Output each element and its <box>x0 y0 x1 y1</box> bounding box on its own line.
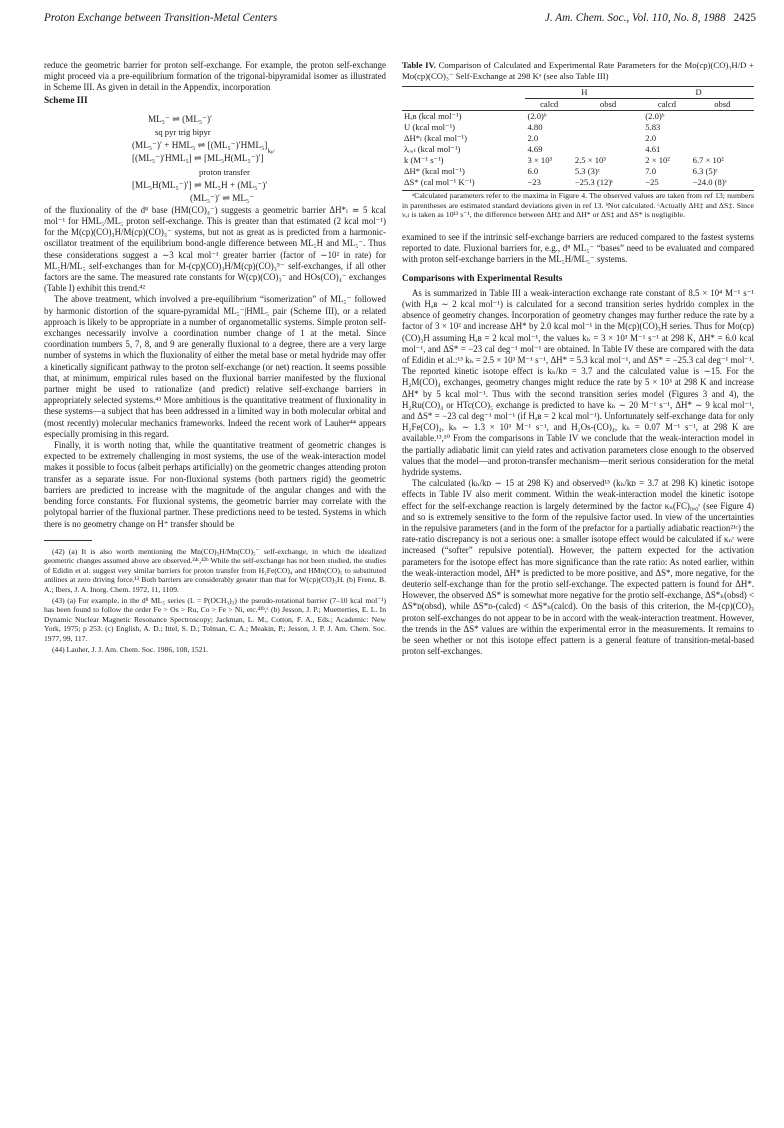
spacer <box>402 220 754 232</box>
table-cell: 2.5 × 10³ <box>574 155 606 166</box>
table-cell: 2.0 <box>527 133 539 144</box>
body-paragraph: Finally, it is worth noting that, while the quantitative treatment of geometric changes is expected to be extremely challenging in most systems, the use of the weak-interaction model makes it possible to focus (albeit perhaps artificially) on the geometric changes attending proton transfer as a separate issue. For non-fluxional systems (both partners rigid) the geometric barriers are predicted to increase with the magnitude of the angular changes and with the bending force constants. For fluxional systems, the geometric barrier may correlate with the polytopal barrier of the fluxional partner. These predictions need to be tested. Systems in which there is no geometry change on H⁺ transfer should be <box>44 440 386 529</box>
page-number: 2425 <box>733 12 756 24</box>
table-label: Table IV. <box>402 60 436 70</box>
table-group-h: H <box>525 87 643 99</box>
table-cell: 6.0 <box>527 166 539 177</box>
table-group-d: D <box>643 87 754 99</box>
table-cell: 5.3 (3)ᶜ <box>574 166 600 177</box>
table-cell: 4.61 <box>645 144 661 155</box>
scheme-equation-1-labels: sq pyr trig bipyr <box>155 126 211 137</box>
footnote-44: (44) Lauher, J. J. Am. Chem. Soc. 1986, 108, 1521. <box>52 644 209 654</box>
table-cell <box>691 133 754 144</box>
body-paragraph: The above treatment, which involved a pre-equilibrium “isomerization” of ML₅⁻ followed by harmonic distortion of the square-pyramidal ML₅⁻|HML₅ pair (Scheme III), or a related approach is likely to be appropriate in a number of organometallic systems. Simple proton self-exchanges necessarily involve a coordination number change of 1 at the metal. Since coordination numbers 5, 7, 8, and 9 are generally fluxional to a degree, there are a very large number of systems in which the fluxionality of either the metal base or metal hydride may offer a kinetically significant pathway to the proton self-exchange (or net) reaction. It seems possible that, at minimum, empirical rules based on the fluxional barrier manifested by the fluxional partner might be used to rationalize (and predict) relative self-exchange barriers in appropriately selected systems.⁴³ More ambitious is the quantitative treatment of fluxionality in these systems—a subject that has been addressed in a limited way in both molecular orbital and (most recently) molecular mechanics frameworks. Indeed the recent work of Lauher⁴⁴ appears especially promising in this regard. <box>44 294 386 439</box>
table-header-blank <box>402 99 525 111</box>
header-journal <box>545 12 756 24</box>
running-header <box>44 12 756 28</box>
footnote-rule <box>44 540 92 541</box>
table-col-header: calcd <box>525 99 572 111</box>
table-footnote: ᵃCalculated parameters refer to the maxima in Figure 4. The observed values are taken from ref 13; numbers in parentheses are estimated standard deviations given in ref 13. ᵇNot calculated. ᶜActually ΔH‡ and ΔS‡. Since νₑₗ is taken as 10¹³ s⁻¹, the difference between ΔH‡ and ΔH* or ΔS‡ and ΔS* is negligible. <box>402 191 754 220</box>
table-cell: 7.0 <box>645 166 657 177</box>
footnote-42: (42) (a) It is also worth mentioning the Mn(CO)₅H/Mn(CO)₅⁻ self-exchange, in which the idealized geometric changes assumed above are observed.²⁴ᶜ,⁴²ᵇ While the self-exchange has not been studied, the studies of Edidin et al. suggest very similar barriers for proton transfer from H₂Fe(CO)₄ and HMn(CO)₅ to substituted anilines at zero driving force.¹³ Both barriers are considerably greater than that for W(cp)(CO)₃H. (b) Frenz, B. A.; Ibers, J. A. Inorg. Chem. 1972, 11, 1109. <box>44 546 386 595</box>
table-row <box>402 133 754 144</box>
table-cell <box>573 122 643 133</box>
scheme-equation-3-text: [(ML₅⁻)′HML₅] ⇌ [ML₅H(ML₅⁻)′] <box>132 152 264 163</box>
body-paragraph: examined to see if the intrinsic self-exchange barriers are reduced compared to the fastest systems reported to date. Fluxional barriers for, e.g., d⁸ ML₅⁻ “bases” need to be evaluated and compared with proton self-exchange barriers in the ML₅H/ML₅⁻ systems. <box>402 231 754 265</box>
table-col-header: obsd <box>691 99 754 111</box>
table-cell <box>573 133 643 144</box>
table-cell: −23 <box>525 177 572 191</box>
scheme-equation-4: [ML₅H(ML₅⁻)′] ⇌ ML₅H + (ML₅⁻)′ <box>132 179 268 190</box>
body-paragraph: The calculated (kₕ/kᴅ ∼ 15 at 298 K) and observed¹³ (kₕ/kᴅ = 3.7 at 298 K) kinetic isotope effects in Table IV also merit comment. Within the weak-interaction model the kinetic isotope effect for the self-exchange reaction is largely determined by the factor κₙ(FC)₀,₀ʳ (see Figure 4) and so is extremely sensitive to the form of the repulsive factor used. In view of the uncertainties in the repulsive parameters (and in the form of the prefactor for a partially adiabatic reaction²¹ᶜ) the rate-ratio discrepancy is not a serious one: a smaller isotope effect would be calculated if κₙʳ were increased (“softer” repulsive potential). However, the pattern expected for the activation parameters for the isotope effect has more significance than the rate ratio: As noted earlier, within the weak-interaction model, ΔH* is predicted to be more positive, and ΔS*, more negative, for the deuterio self-exchange than for the protio self-exchange. The expected pattern is found for ΔH*. However, the observed ΔS* is somewhat more negative for the protio self-exchange, ΔS*ₕ(obsd) < ΔS*ᴅ(obsd), while ΔS*ᴅ-(calcd) < ΔS*ₕ(calcd). On the basis of this criterion, the M-(cp)(CO)₃ proton self-exchanges do not appear to be in accord with the weak-interaction treatment. However, the trends in the ΔS* values are within the experimental error in the measurements. It remains to be seen whether or not this isotope effect pattern is a general feature of transition-metal-based proton self-exchanges. <box>402 478 754 657</box>
right-column <box>402 60 754 657</box>
table-cell: U (kcal mol⁻¹) <box>404 122 456 133</box>
body-paragraph: As is summarized in Table III a weak-interaction exchange rate constant of 8.5 × 10⁴ M⁻¹ s⁻¹ (with Hₐʙ ∼ 2 kcal mol⁻¹) is calculated for a second transition series hydrido complex in the absence of geometry changes. Incorporation of geometry changes may further reduce the rate by a factor of 3 × 10² and increase ΔH* by 2.0 kcal mol⁻¹ in the M(cp)(CO)₃H series. Thus for Mo(cp)(CO)₃H assuming Hₐʙ = 2 kcal mol⁻¹, the values kₕ = 3 × 10³ M⁻¹ s⁻¹ at 298 K, ΔH* = 6.0 kcal mol⁻¹, and ΔS* = −23 cal deg⁻¹ mol⁻¹ are obtained. In Table IV these are compared with the data of Edidin et al.:¹³ kₕ = 2.5 × 10³ M⁻¹ s⁻¹, ΔH* = 5.3 kcal mol⁻¹, and ΔS* = −25.3 cal deg⁻¹ mol⁻¹. The reported kinetic isotope effect is kₕ/kᴅ = 3.7 and the calculated value is ∼15. For the H₂M(CO)₄ exchanges, geometry changes might reduce the rate by 5 × 10³ at 298 K and increase ΔH* by 5 kcal mol⁻¹. Thus with the second transition series model (Figures 3 and 4), the H₂Ru(CO)₄ or HTc(CO)₅ exchange is predicted to have kₕ ∼ 20 M⁻¹ s⁻¹, ΔH* ∼ 9 kcal mol⁻¹, and ΔS* = −23 cal deg⁻¹ mol⁻¹ (if Hₐʙ = 2 kcal mol⁻¹). Unfortunately self-exchange data for only H₂Fe(CO)₄, kₕ ∼ 1.3 × 10³ M⁻¹ s⁻¹, and H₂Os-(CO)₄, kₕ = 0.07 M⁻¹ s⁻¹, at 298 K are available.¹³,¹⁰ From the comparisons in Table IV we conclude that the weak-interaction model in the partially adiabatic limit can yield rates and activation parameters close enough to the observed values that the model—and proton-transfer mechanism—merit serious consideration for the metal hydride systems. <box>402 287 754 478</box>
footnote-43: (43) (a) For example, in the d⁸ ML₅ series (L = P(OCH₃)₃) the pseudo-rotational barrier (7–10 kcal mol⁻¹) has been found to follow the order Fe > Os > Ru, Co > Fe > Ni, etc.⁴³ᵇ,ᶜ (b) Jesson, J. P.; Muetterties, E. L. In Dynamic Nuclear Magnetic Resonance Spectroscopy; Jackman, L. M., Cotton, F. A., Eds.; Academic: New York, 1975; p 253. (c) English, A. D.; Ittel, S. D.; Tolman, C. A.; Meakin, P.; Jesson, J. P. J. Am. Chem. Soc. 1977, 99, 117. <box>44 595 386 644</box>
scheme-equation-3 <box>44 147 386 166</box>
table-cell: (2.0)ᵇ <box>645 111 665 122</box>
table-cell: 4.80 <box>527 122 543 133</box>
table-cell <box>573 144 643 155</box>
scheme-equation-3-label: proton transfer <box>199 166 250 177</box>
table-cell: 3 × 10³ <box>527 155 553 166</box>
scheme-equation-2: (ML₅⁻)′ + HML₅ ⇌ [(ML₅⁻)′HML₅] <box>132 139 268 150</box>
table-row <box>402 166 754 177</box>
table-row <box>402 111 754 123</box>
scheme-equation-5: (ML₅⁻)′ ⇌ ML₅⁻ <box>190 192 255 203</box>
table-cell <box>573 111 643 123</box>
table-row <box>402 122 754 133</box>
table-caption <box>402 60 754 81</box>
footnotes <box>44 547 386 655</box>
header-title: Proton Exchange between Transition-Metal Centers <box>44 12 278 24</box>
table-row <box>402 177 754 191</box>
table-row <box>402 144 754 155</box>
table-caption-text: Comparison of Calculated and Experimental Rate Parameters for the Mo(cp)(CO)₃H/D + Mo(cp)(CO)₃⁻ Self-Exchange at 298 Kᵃ (see also Table III) <box>402 60 755 81</box>
table-cell: −25.3 (12)ᶜ <box>573 177 643 191</box>
table-cell: −24.0 (8)ᶜ <box>691 177 754 191</box>
table-cell: Hₐʙ (kcal mol⁻¹) <box>404 111 462 122</box>
table-cell: 2.0 <box>645 133 657 144</box>
table-header-blank <box>402 87 525 99</box>
table-row <box>402 155 754 166</box>
scheme-iii <box>44 113 386 205</box>
table-cell <box>691 122 754 133</box>
scheme-title: Scheme III <box>44 95 88 106</box>
table-group-header <box>402 87 754 99</box>
table-cell: λₒᵤₜ (kcal mol⁻¹) <box>404 144 461 155</box>
table-cell: ΔS* (cal mol⁻¹ K⁻¹) <box>402 177 525 191</box>
table-cell: ΔH*ₗ (kcal mol⁻¹) <box>404 133 467 144</box>
body-paragraph: of the fluxionality of the d⁸ base (HM(CO)₄⁻) suggests a geometric barrier ΔH*ₗ ≃ 5 kcal mol⁻¹ for HML₅/ML₅ proton self-exchange. This is greater than that estimated (2 kcal mol⁻¹) for the M(cp)(CO)₃H/M(cp)(CO)₃⁻ systems, but not as great as is predicted from a harmonic-oscillator treatment of the equilibrium bond-angle difference between ML₅H and ML₅⁻. Thus these considerations suggest a ∼3 kcal mol⁻¹ greater barrier (factor of ∼10² in rate) for ML₅H/ML₅ self-exchanges than for M-(cp)(CO)₃H/M(cp)(CO)₃⁵⁻ self-exchanges, if all other factors are the same. The measured rate constants for W(cp)(CO)₃⁻ and HOs(CO)₄⁻ exchanges (Table I) exhibit this trend.⁴² <box>44 204 386 294</box>
journal-citation: J. Am. Chem. Soc., Vol. 110, No. 8, 1988 <box>544 12 726 24</box>
table-cell <box>691 111 754 123</box>
table-iv <box>402 86 754 191</box>
table-cell: (2.0)ᵇ <box>527 111 547 122</box>
table-cell: 4.69 <box>527 144 543 155</box>
table-cell: 6.3 (5)ᶜ <box>692 166 718 177</box>
left-column <box>44 60 386 655</box>
table-col-header: obsd <box>573 99 643 111</box>
table-cell <box>691 144 754 155</box>
table-cell: −25 <box>643 177 690 191</box>
table-sub-header <box>402 99 754 111</box>
table-cell: k (M⁻¹ s⁻¹) <box>404 155 444 166</box>
table-cell: 5.83 <box>645 122 661 133</box>
table-cell: 6.7 × 10² <box>692 155 724 166</box>
body-paragraph: reduce the geometric barrier for proton self-exchange. For example, the proton self-exchange might proceed via a pre-equilibrium formation of the trigonal-bipyramidal isomer as illustrated in Scheme III. As given in detail in the Appendix, incorporation <box>44 60 386 93</box>
scheme-equation-1: ML₅⁻ ⇌ (ML₅⁻)′ <box>148 113 213 124</box>
table-cell: ΔH* (kcal mol⁻¹) <box>404 166 465 177</box>
section-title: Comparisons with Experimental Results <box>402 273 563 284</box>
rate-constant-label: kₚᵗ <box>267 147 275 155</box>
table-col-header: calcd <box>643 99 690 111</box>
table-cell: 2 × 10² <box>645 155 670 166</box>
